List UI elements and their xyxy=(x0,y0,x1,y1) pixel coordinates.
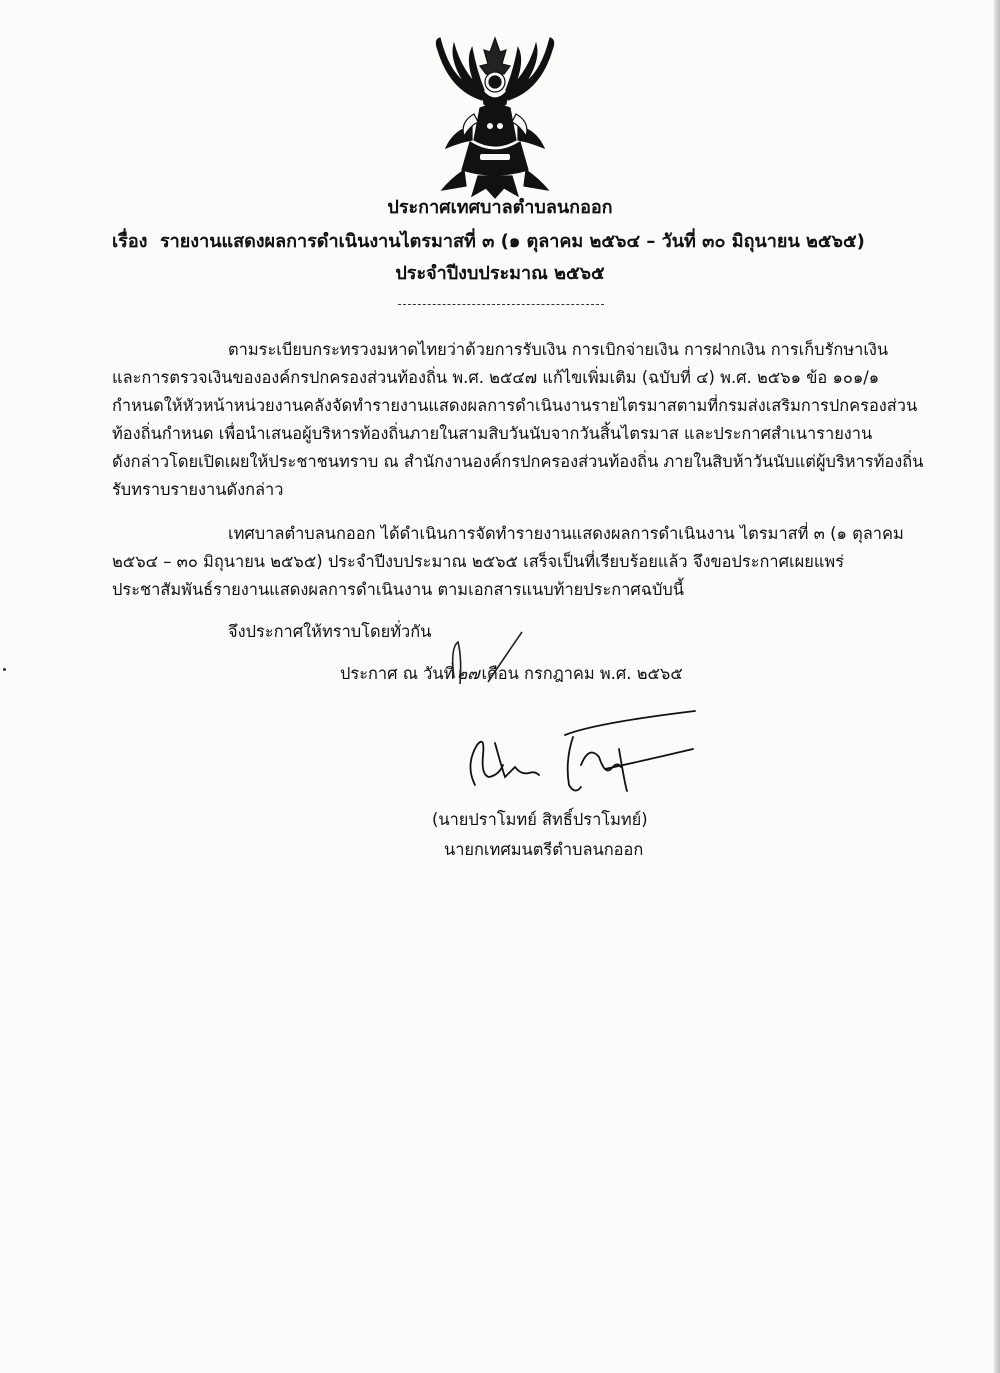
paragraph1-line: กำหนดให้หัวหน้าหน่วยงานคลังจัดทำรายงานแสดงผลการดำเนินงานรายไตรมาสตามที่กรมส่งเสริมการปกครองส่วน xyxy=(112,396,918,415)
header-divider xyxy=(398,304,604,305)
paragraph1-line: ท้องถิ่นกำหนด เพื่อนำเสนอผู้บริหารท้องถิ่นภายในสามสิบวันนับจากวันสิ้นไตรมาส และประกาศสำเนารายงาน xyxy=(112,424,873,443)
subject-label: เรื่อง xyxy=(112,231,148,252)
date-suffix: เดือน กรกฎาคม พ.ศ. ๒๕๖๕ xyxy=(481,664,683,683)
date-day: ๒๗ xyxy=(456,664,480,683)
handwritten-day-mark xyxy=(448,628,526,694)
paragraph1-line: ตามระเบียบกระทรวงมหาดไทยว่าด้วยการรับเงิน การเบิกจ่ายเงิน การฝากเงิน การเก็บรักษาเงิน xyxy=(228,340,889,359)
paragraph1-line: รับทราบรายงานดังกล่าว xyxy=(112,480,284,499)
closing-line: จึงประกาศให้ทราบโดยทั่วกัน xyxy=(228,622,432,641)
subject-line xyxy=(112,230,865,254)
paragraph1-line: ดังกล่าวโดยเปิดเผยให้ประชาชนทราบ ณ สำนักงานองค์กรปกครองส่วนท้องถิ่น ภายในสิบห้าวันนับแต่ผู้บริหารท้องถิ่น xyxy=(112,452,924,471)
garuda-emblem-icon xyxy=(420,30,570,200)
fiscal-year: ประจำปีงบประมาณ ๒๕๖๕ xyxy=(395,263,605,284)
signatory-position: นายกเทศมนตรีตำบลนกออก xyxy=(444,840,644,859)
paragraph2-line: ประชาสัมพันธ์รายงานแสดงผลการดำเนินงาน ตามเอกสารแนบท้ายประกาศฉบับนี้ xyxy=(112,580,684,599)
date-prefix: ประกาศ ณ วันที่ xyxy=(340,664,455,683)
paragraph1-line: และการตรวจเงินขององค์กรปกครองส่วนท้องถิ่น พ.ศ. ๒๕๔๗ แก้ไขเพิ่มเติม (ฉบับที่ ๔) พ.ศ. ๒๕๖๑ ข้อ ๑๐๑/๑ xyxy=(112,368,880,387)
paragraph2-line: เทศบาลตำบลนกออก ได้ดำเนินการจัดทำรายงานแสดงผลการดำเนินงาน ไตรมาสที่ ๓ (๑ ตุลาคม xyxy=(228,524,904,543)
paragraph2-line: ๒๕๖๔ – ๓๐ มิถุนายน ๒๕๖๕) ประจำปีงบประมาณ ๒๕๖๕ เสร็จเป็นที่เรียบร้อยแล้ว จึงขอประกาศเผยแพร่ xyxy=(112,552,845,571)
announcement-title: ประกาศเทศบาลตำบลนกออก xyxy=(387,197,613,218)
signature-mark xyxy=(455,705,700,805)
scan-speck xyxy=(3,668,6,671)
subject-text: รายงานแสดงผลการดำเนินงานไตรมาสที่ ๓ (๑ ตุลาคม ๒๕๖๔ – วันที่ ๓๐ มิถุนายน ๒๕๖๕) xyxy=(159,231,865,252)
signatory-name: (นายปราโมทย์ สิทธิ์ปราโมทย์) xyxy=(432,810,648,829)
